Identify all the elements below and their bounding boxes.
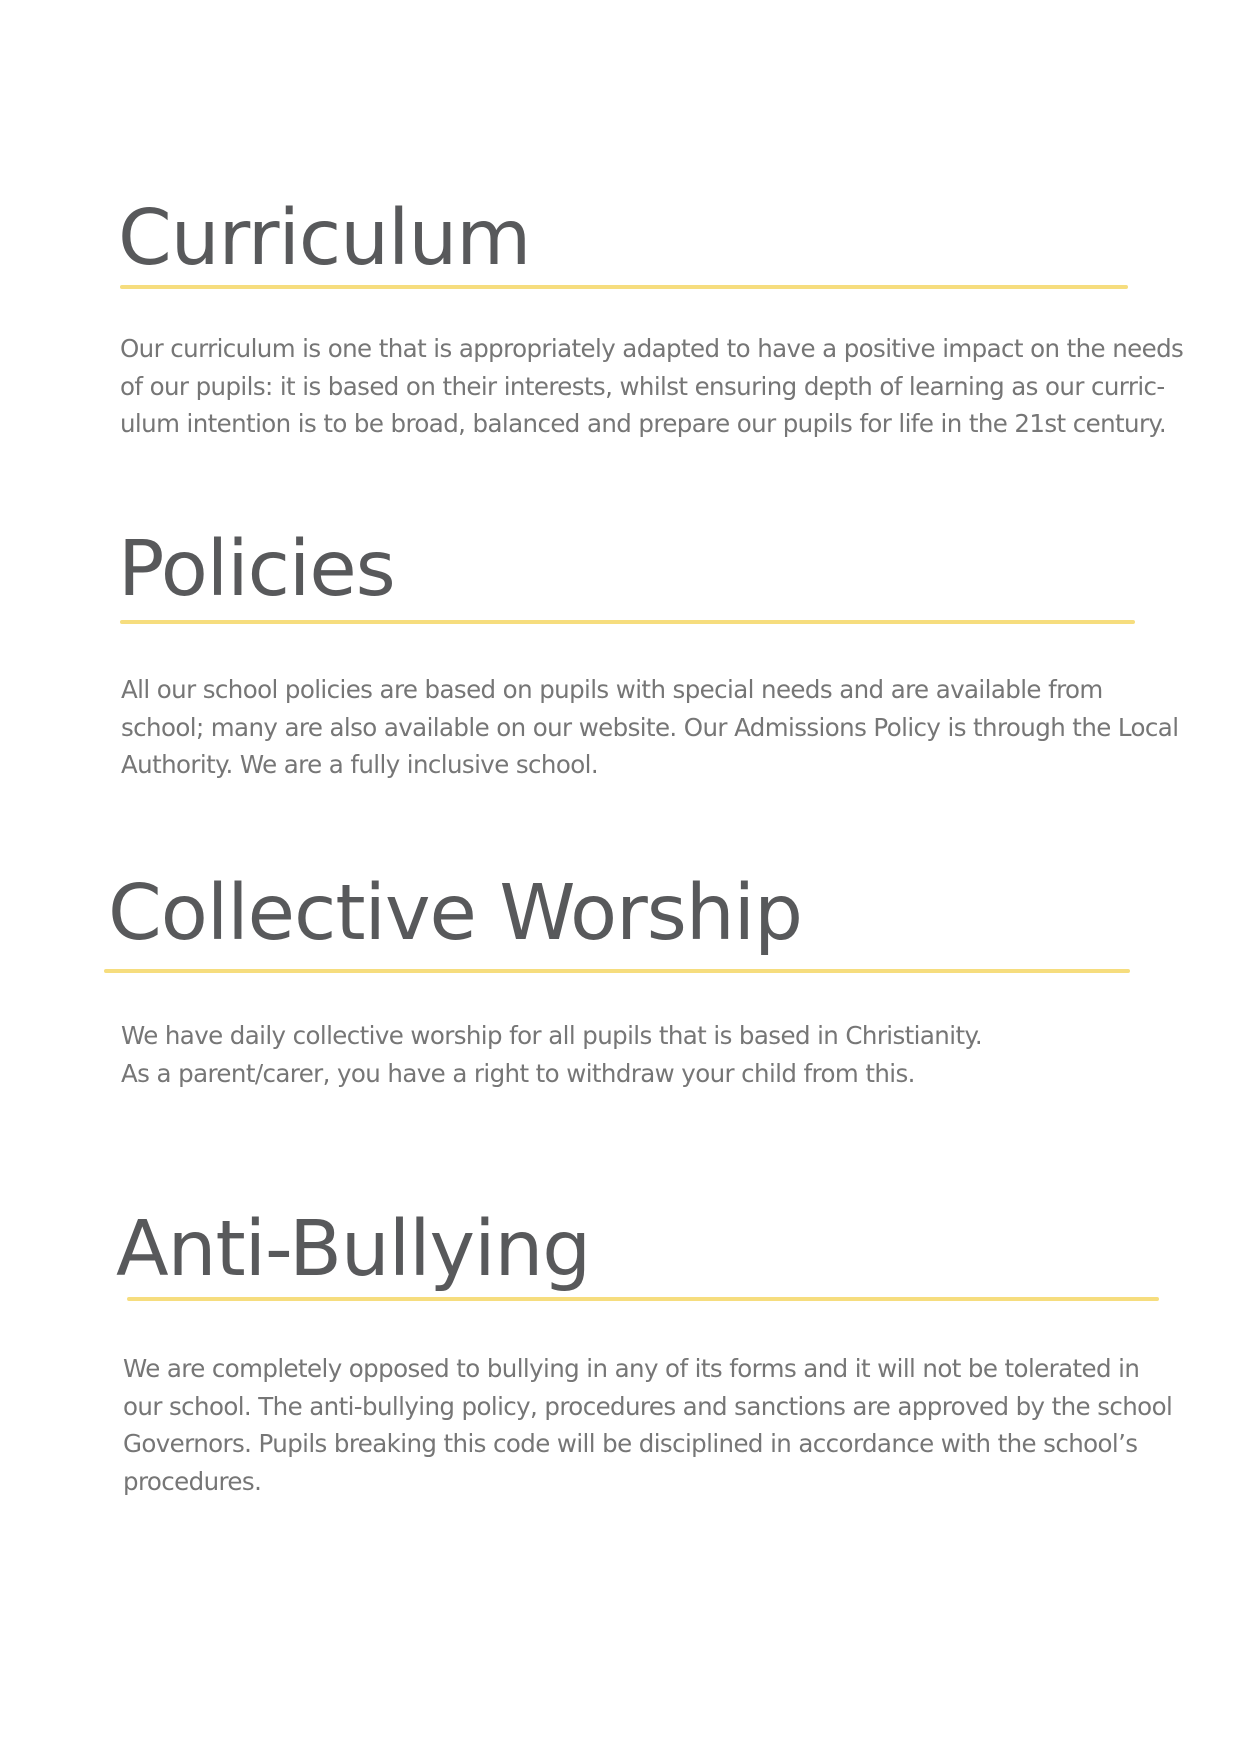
curriculum-divider <box>120 285 1128 289</box>
collective-worship-body <box>121 1017 982 1092</box>
policies-heading: Policies <box>118 525 395 614</box>
curriculum-line-3: ulum intention is to be broad, balanced and prepare our pupils for life in the 21st century. <box>120 409 1167 438</box>
collective-worship-line-2: As a parent/carer, you have a right to withdraw your child from this. <box>121 1058 915 1088</box>
collective-worship-line-1: We have daily collective worship for all pupils that is based in Christianity. <box>121 1021 983 1050</box>
policies-line-1: All our school policies are based on pupils with special needs and are available from <box>121 675 1103 704</box>
policies-divider <box>120 620 1135 624</box>
anti-bullying-body <box>123 1350 1172 1500</box>
anti-bullying-heading: Anti-Bullying <box>116 1205 591 1294</box>
curriculum-heading: Curriculum <box>118 194 531 283</box>
curriculum-line-2: of our pupils: it is based on their interests, whilst ensuring depth of learning as our curric- <box>120 371 1165 401</box>
curriculum-body <box>120 330 1183 443</box>
collective-worship-divider <box>104 969 1130 973</box>
policies-line-2: school; many are also available on our website. Our Admissions Policy is through the Local <box>121 712 1179 742</box>
anti-bullying-line-1: We are completely opposed to bullying in any of its forms and it will not be tolerated in <box>123 1354 1140 1383</box>
policies-body <box>121 671 1178 784</box>
anti-bullying-line-4: procedures. <box>123 1466 262 1496</box>
anti-bullying-line-2: our school. The anti-bullying policy, procedures and sanctions are approved by the school <box>123 1391 1173 1421</box>
curriculum-line-1: Our curriculum is one that is appropriately adapted to have a positive impact on the needs <box>120 334 1184 363</box>
policies-line-3: Authority. We are a fully inclusive school. <box>121 750 599 779</box>
anti-bullying-line-3: Governors. Pupils breaking this code will be disciplined in accordance with the school’s <box>123 1429 1138 1458</box>
anti-bullying-divider <box>127 1297 1159 1301</box>
collective-worship-heading: Collective Worship <box>108 869 802 958</box>
